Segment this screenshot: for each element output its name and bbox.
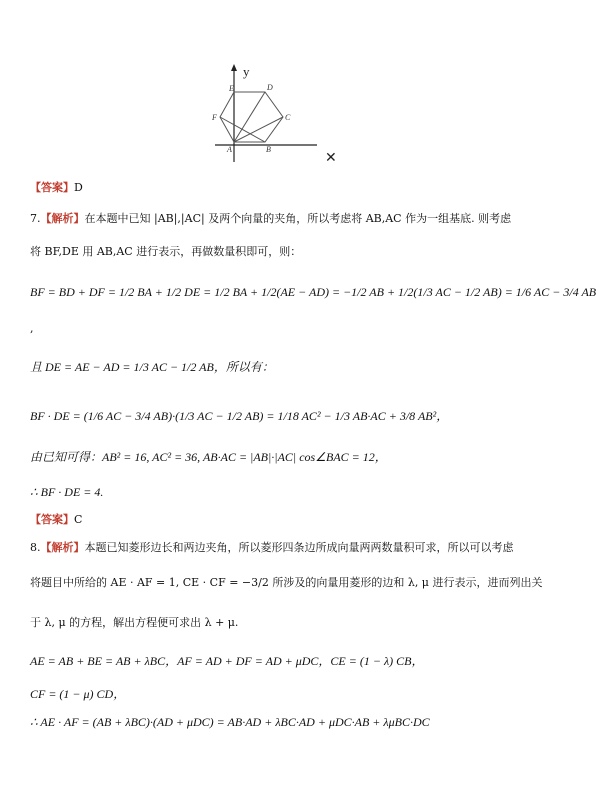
q8-equation-1 xyxy=(30,652,423,669)
geometry-figure xyxy=(205,62,337,172)
answer-row-d xyxy=(30,181,83,195)
q7-eq-3: BF · DE = (1/6 AC − 3/4 AB)·(1/3 AC − 1/2 AB) = 1/18 AC² − 1/3 AB·AC + 3/8 AB²， xyxy=(30,409,449,423)
q7-equation-1 xyxy=(30,285,596,300)
hexagon-diagram xyxy=(205,62,337,172)
q7-comma-text: , xyxy=(30,322,34,335)
q8-equation-2 xyxy=(30,685,125,702)
y-axis-arrow-icon xyxy=(231,64,237,71)
q7-text-2: 将 BF,DE 用 AB,AC 进行表示，再做数量积即可，则： xyxy=(30,245,302,258)
answer-tag-2: 【答案】 xyxy=(30,513,74,526)
q8-tag: 【解析】 xyxy=(40,541,85,554)
label-e: E xyxy=(229,84,234,93)
q7-line-2 xyxy=(30,245,301,259)
q8-eq-2: CF = (1 − μ) CD， xyxy=(30,687,126,701)
q7-equation-5 xyxy=(30,485,103,500)
label-b: B xyxy=(266,145,271,154)
answer-tag: 【答案】 xyxy=(30,181,74,194)
q7-comma xyxy=(30,322,34,336)
label-a: A xyxy=(227,145,232,154)
q7-eq-4: 由已知可得：AB² = 16, AC² = 36, AB·AC = |AB|·|AC| cos∠BAC = 12， xyxy=(30,450,387,464)
q7-line-1 xyxy=(30,212,511,226)
label-c: C xyxy=(285,113,291,122)
q8-text-2: 将题目中所给的 AE · AF = 1, CE · CF = −3/2 所涉及的向量用菱形的边和 λ, μ 进行表示，进而列出关 xyxy=(30,576,543,589)
answer-value-2: C xyxy=(74,513,83,526)
q8-text-3: 于 λ, μ 的方程，解出方程便可求出 λ + μ. xyxy=(30,616,239,629)
q8-line-1 xyxy=(30,541,514,555)
q7-eq-5: ∴ BF · DE = 4. xyxy=(30,485,104,499)
q8-line-2 xyxy=(30,576,542,590)
axis-y-label: y xyxy=(243,64,250,79)
q8-text-1: 本题已知菱形边长和两边夹角，所以菱形四条边所成向量两两数量积可求，所以可以考虑 xyxy=(84,541,514,554)
x-axis-cross-icon: ✕ xyxy=(325,151,337,166)
label-f: F xyxy=(212,113,217,122)
answer-value: D xyxy=(74,181,83,194)
q7-eq-1: BF = BD + DF = 1/2 BA + 1/2 DE = 1/2 BA + 1/2(AE − AD) = −1/2 AB + 1/2(1/3 AC − 1/2 AB) = 1/6 AC − 3/4 AB xyxy=(30,285,596,299)
q7-equation-2 xyxy=(30,358,274,375)
q8-number: 8. xyxy=(30,541,41,554)
answer-row-c xyxy=(30,513,82,527)
q7-eq-2: 且 DE = AE − AD = 1/3 AC − 1/2 AB，所以有： xyxy=(30,360,274,374)
q7-equation-3 xyxy=(30,407,448,424)
q7-equation-4 xyxy=(30,448,387,465)
q8-line-3 xyxy=(30,616,238,630)
q7-number: 7. xyxy=(30,212,41,225)
label-d: D xyxy=(267,83,273,92)
q7-text-1: 在本题中已知 |AB|,|AC| 及两个向量的夹角，所以考虑将 AB,AC 作为一组基底. 则考虑 xyxy=(84,212,512,225)
q8-eq-1: AE = AB + BE = AB + λBC，AF = AD + DF = AD + μDC，CE = (1 − λ) CB， xyxy=(30,654,424,668)
q8-eq-3: ∴ AE · AF = (AB + λBC)·(AD + μDC) = AB·AD + λBC·AD + μDC·AB + λμBC·DC xyxy=(30,715,430,729)
q7-tag: 【解析】 xyxy=(40,212,85,225)
q8-equation-3 xyxy=(30,715,430,730)
